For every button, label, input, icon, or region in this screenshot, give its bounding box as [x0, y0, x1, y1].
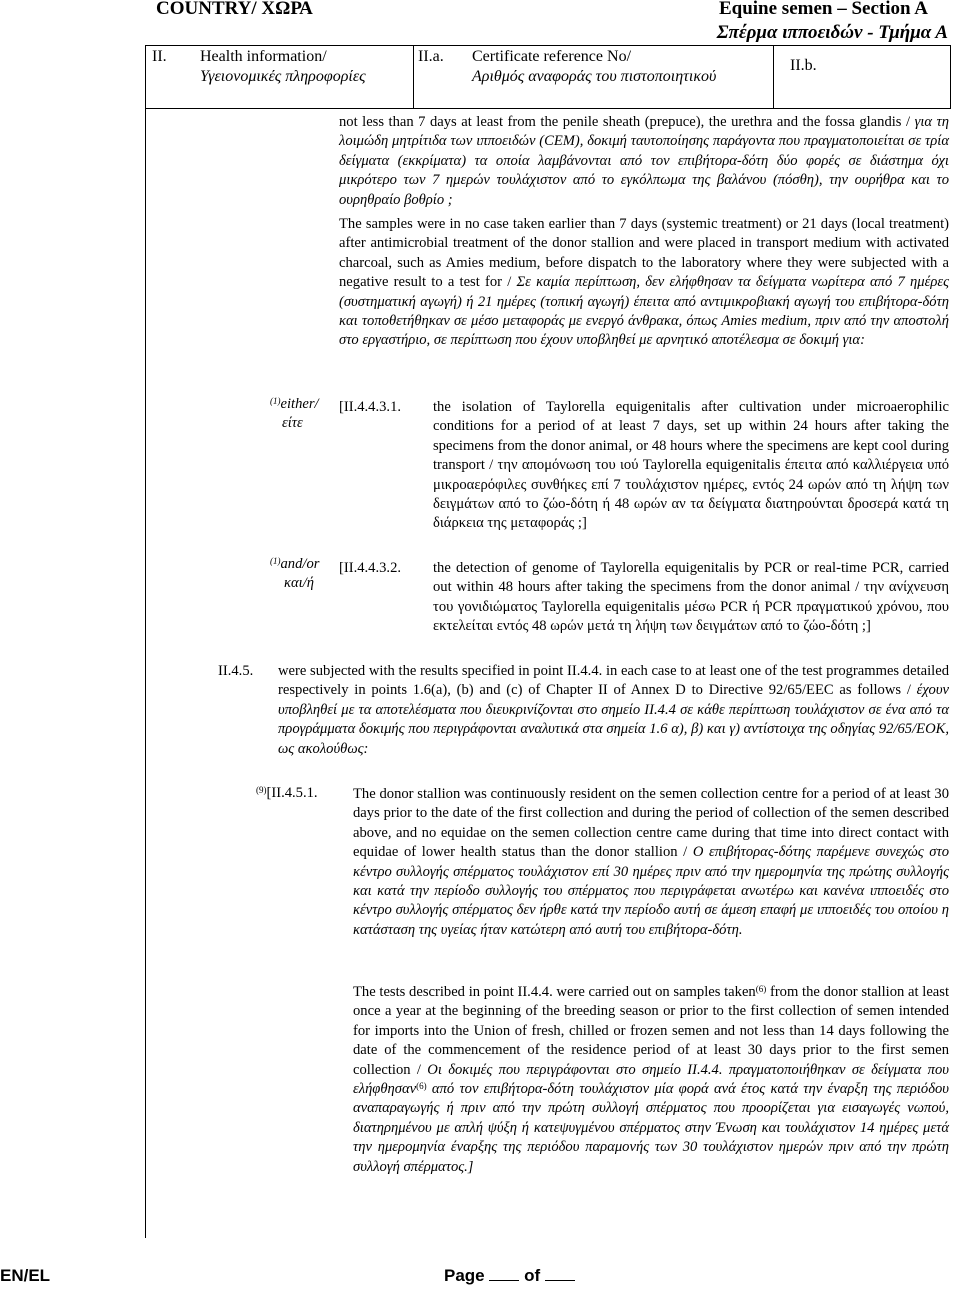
ref-number: II.a. [418, 48, 444, 65]
point-II-4-5-number: II.4.5. [218, 663, 254, 679]
point-II-4-5-el: έχουν υποβληθεί με τα αποτελέσματα που διευκρινίζονται στο σημείο II.4.4 σε κάθε περίπτωση τουλάχιστον σε ένα από τα προγράμματα δοκιμής που περιγράφονται αναλυτικά στα σημεία 1.6 α), β) και γ) αντίστοιχα της οδηγίας 92/65/ΕΟΚ, ως ακολούθως: [278, 682, 949, 757]
tests-el-b: από τον επιβήτορα-δότη τουλάχιστον μία φορά ανά έτος κατά την έναρξη της περιόδου αναπαραγωγής ή πριν από την πρώτη συλλογή σπέρματος που προορίζεται για εισαγωγές νωπού, διατηρημένου με απλή ψύξη ή κατεψυγμένου σπέρματος στην Ένωση και τουλάχιστον 14 ημέρες μετά την ημερομηνία έναρξης της περιόδου παραμονής των 30 τουλάχιστον ημερών πριν από την πρώτη συλλογή σπέρματος.] [353, 1081, 949, 1175]
footer-of-label: of [524, 1266, 541, 1285]
ref-label-el: Αριθμός αναφοράς του πιστοποιητικού [472, 68, 717, 85]
header-left-rule [145, 45, 146, 109]
andor-en: and/or [280, 556, 320, 572]
footer-language: EN/EL [0, 1266, 51, 1285]
point-II-4-4-3-1-text: the isolation of Taylorella equigenitalis after cultivation under microaerophilic conditions for a period of at least 7 days, set up within 24 hours after taking the specimens from the donor animal, or 48 hours where the specimens are kept cool during transport / την απομόνωση του ιού Taylorella equigenitalis έπειτα από καλλιέργεια υπό μικροαερόφιλες συνθήκες επί 7 τουλάχιστον ημέρες, εντός 24 ωρών από τη λήψη των δειγμάτων από το ζώο-δότη ή 48 ωρών αν τα δείγματα διατηρούνται δροσερά κατά τη διάρκεια της μεταφοράς ;] [433, 399, 949, 532]
point-II-4-5-1-footnote: (9) [256, 785, 267, 795]
samples-el: Σε καμία περίπτωση, δεν ελήφθησαν τα δείγματα νωρίτερα από 7 ημέρες (συστηματική αγωγή) ή 21 ημέρες (τοπική αγωγή) έπειτα από αντιμικροβιακή αγωγή του επιβήτορα-δότη και τοποθετήθηκαν σε μέσο μεταφοράς με ενεργό άνθρακα, όπως Amies medium, πριν από την αποστολή στο εργαστήριο, σε περίπτωση που έχουν υποβληθεί με αρνητικό αποτέλεσμα σε δοκιμή για: [339, 274, 949, 349]
either-el: είτε [282, 415, 303, 432]
iib-label: II.b. [790, 57, 817, 74]
section-title-en: Equine semen – Section A [718, 0, 928, 19]
samples-paragraph [339, 215, 949, 351]
either-marker [270, 395, 319, 434]
intro-paragraph [339, 113, 949, 210]
header-divider-2 [773, 45, 774, 109]
intro-el: για τη λοιμώδη μητρίτιδα των ιπποειδών (CEM), δοκιμή ταυτοποίησης παράγοντα που πραγματοποιείται σε τρία δείγματα (εκκρίματα) τα οποία λαμβάνονται από τον επιβήτορα-δότη δύο φορές σε διάστημα όχι μικρότερο των 7 ημερών τουλάχιστον από το εγκόλπωμα της βαλάνου (πόσθη), την ουρήθρα και το ουρηθραίο βοθρίο ; [339, 114, 949, 208]
point-II-4-5-en: were subjected with the results specified in point II.4.4. in each case to at least one of the test programmes detailed respectively in points 1.6(a), (b) and (c) of Chapter II of Annex D to Directive 92/65/EEC as follows / [278, 663, 949, 699]
header-bottom-rule [145, 108, 951, 109]
ref-label-en: Certificate reference No/ [472, 48, 632, 65]
header-right-rule [950, 45, 951, 109]
tests-footnote-a: (6) [755, 984, 767, 994]
tests-en-b: from the donor stallion at least once a year at the beginning of the breeding season or prior to the first collection of semen intended for imports into the Union of fresh, chilled or frozen semen and not less than 14 days following the date of the commencement of the residence period of at least 30 days prior to the first semen collection / [353, 984, 950, 1078]
andor-footnote: (1) [270, 556, 281, 566]
point-II-4-5-1-en: The donor stallion was continuously resident on the semen collection centre for a period of at least 30 days prior to the date of the first collection and during the period of collection of the semen described above, and no equidae on the semen collection centre came during that time into direct contact with equidae of lower health status than the donor stallion / [353, 786, 949, 861]
header-divider-1 [413, 45, 414, 109]
point-II-4-5-1-label: [II.4.5.1. [266, 785, 318, 801]
tests-footnote-b: (6) [416, 1081, 427, 1092]
point-II-4-4-3-1-number: [II.4.4.3.1. [339, 399, 402, 415]
tests-paragraph [353, 983, 949, 1177]
point-II-4-5-1-number [256, 784, 318, 803]
point-II-4-5-text [278, 662, 949, 759]
point-II-4-4-3-2-text: the detection of genome of Taylorella equigenitalis by PCR or real-time PCR, carried out within 48 hours after taking the specimens from the donor animal / την ανίχνευση του γονιδιώματος Taylorella equigenitalis μέσω PCR ή PCR πραγματικού χρόνου, που εκτελείται εντός 48 ωρών μετά τη λήψη των δειγμάτων από το ζώο-δότη ;] [433, 560, 949, 635]
either-footnote: (1) [270, 396, 281, 406]
point-II-4-4-3-2-number: [II.4.4.3.2. [339, 560, 402, 576]
intro-en: not less than 7 days at least from the penile sheath (prepuce), the urethra and the fossa glandis / [339, 114, 911, 130]
point-II-4-5-1-text [353, 785, 949, 940]
footer-page-label: Page [444, 1266, 485, 1285]
andor-el: και/ή [284, 575, 315, 592]
left-margin-rule [145, 108, 146, 1238]
samples-en: The samples were in no case taken earlier than 7 days (systemic treatment) or 21 days (local treatment) after antimicrobial treatment of the donor stallion and were placed in transport medium with activated charcoal, such as Amies medium, before dispatch to the laboratory where they were subjected with a negative result to a test for / [339, 216, 949, 291]
footer-page-counter [444, 1266, 575, 1286]
part-number: II. [152, 48, 167, 65]
part-label-el: Υγειονομικές πληροφορίες [200, 68, 366, 85]
page-number-blank [489, 1266, 519, 1281]
tests-el-a: Οι δοκιμές που περιγράφονται στο σημείο II.4.4. πραγματοποιήθηκαν σε δείγματα που ελήφθησαν [353, 1061, 949, 1098]
page-total-blank [545, 1266, 575, 1281]
country-label: COUNTRY/ ΧΩΡΑ [156, 0, 313, 19]
header-top-rule [145, 45, 951, 46]
either-en: either/ [280, 396, 319, 412]
tests-en-a: The tests described in point II.4.4. were carried out on samples taken [353, 984, 756, 1000]
part-label-en: Health information/ [200, 48, 327, 65]
section-title-el: Σπέρμα ιπποειδών - Τμήμα Α [716, 22, 948, 43]
point-II-4-5-1-el: Ο επιβήτορας-δότης παρέμενε συνεχώς στο κέντρο συλλογής σπέρματος τουλάχιστον επί 30 ημέρες πριν από την ημερομηνία της πρώτης συλλογής και κατά την περίοδο συλλογής του σπέρματος που περιγράφεται ανωτέρω και κανένα ιπποειδές στο κέντρο συλλογής σπέρματος δεν ήρθε κατά την περίοδο αυτή σε άμεση επαφή με ιπποειδές του οποίου η κατάσταση της υγείας ήταν κατώτερη από αυτή του επιβήτορα-δότη. [353, 844, 950, 938]
andor-marker [270, 555, 319, 594]
